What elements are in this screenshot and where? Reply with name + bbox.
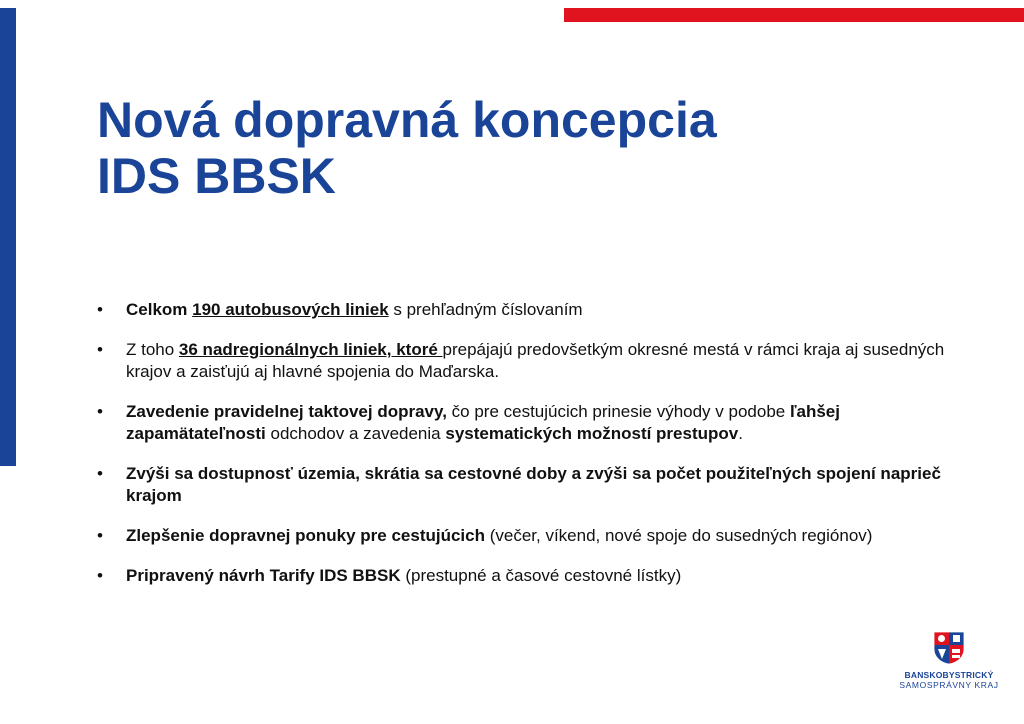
- top-accent-bar: [564, 8, 1024, 22]
- bullet-item: [97, 525, 957, 547]
- bullet-text-segment: ľahšej zapamätateľnosti: [126, 402, 840, 443]
- bullet-text-segment: Z toho: [126, 340, 179, 359]
- bullet-text-segment: (večer, víkend, nové spoje do susedných regiónov): [484, 526, 873, 545]
- bullet-text-segment: s prehľadným číslovaním: [388, 300, 583, 319]
- bullet-text-segment: Zlepšenie dopravnej ponuky pre cestujúcich: [126, 526, 485, 545]
- left-accent-bar: [0, 8, 16, 466]
- bullet-item: [97, 339, 957, 383]
- bullet-list: [97, 299, 957, 605]
- coat-of-arms-icon: [933, 631, 965, 665]
- bullet-text-segment: 36 nadregionálnych liniek, ktoré: [178, 340, 443, 359]
- logo-line-2: SAMOSPRÁVNY KRAJ: [899, 680, 999, 690]
- bullet-item: [97, 463, 957, 507]
- bullet-text-segment: Celkom: [126, 300, 193, 319]
- bullet-text-segment: .: [738, 424, 743, 443]
- logo-line-1: BANSKOBYSTRICKÝ: [904, 670, 994, 680]
- bullet-text-segment: Pripravený návrh Tarify IDS BBSK: [126, 566, 401, 585]
- bullet-text-segment: systematických možností prestupov: [445, 424, 739, 443]
- bbsk-logo: [894, 631, 1004, 697]
- title-line-1: Nová dopravná koncepcia: [97, 92, 717, 148]
- bullet-text-segment: Zvýši sa dostupnosť územia, skrátia sa cestovné doby a zvýši sa počet použiteľných spojení naprieč krajom: [126, 464, 941, 505]
- bullet-text-segment: 190 autobusových liniek: [192, 300, 389, 319]
- bullet-text-segment: Zavedenie pravidelnej taktovej dopravy,: [126, 402, 447, 421]
- bullet-text-segment: (prestupné a časové cestovné lístky): [400, 566, 682, 585]
- bullet-item: [97, 401, 957, 445]
- bullet-item: [97, 299, 957, 321]
- slide-title: [97, 92, 717, 204]
- bullet-item: [97, 565, 957, 587]
- bullet-text-segment: prepájajú predovšetkým okresné mestá v rámci kraja aj susedných krajov a zaisťujú aj hlavné spojenia do Maďarska.: [126, 340, 945, 381]
- bullet-text-segment: čo pre cestujúcich prinesie výhody v podobe: [446, 402, 790, 421]
- bullet-text-segment: odchodov a zavedenia: [265, 424, 446, 443]
- title-line-2: IDS BBSK: [97, 148, 336, 204]
